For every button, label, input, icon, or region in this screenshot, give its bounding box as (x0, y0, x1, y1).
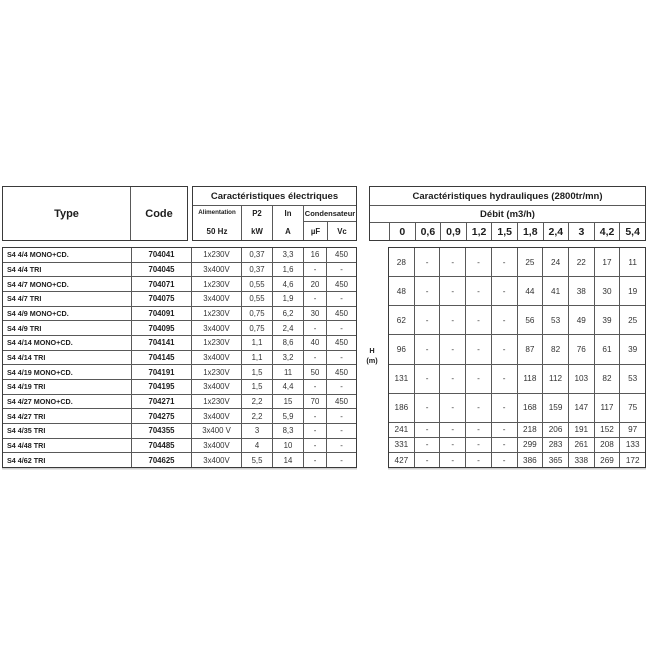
hydraulic-cell: 172 (619, 453, 645, 467)
hydraulic-cell: 75 (619, 394, 645, 422)
table-row (3, 364, 356, 379)
uf-cell: 16 (303, 248, 326, 262)
hydraulic-cell: 25 (517, 248, 543, 276)
p2-cell: 1,5 (241, 365, 272, 379)
type-cell: S4 4/4 MONO+CD. (7, 250, 69, 260)
p2-cell: 5,5 (241, 453, 272, 467)
hydraulic-cell: - (465, 277, 491, 305)
vc-cell: - (326, 321, 356, 335)
hydraulic-cell: 365 (542, 453, 568, 467)
vc-cell: - (326, 424, 356, 438)
uf-cell: - (303, 424, 326, 438)
alimentation-cell: 1x230V (191, 336, 241, 350)
in-header (272, 206, 303, 240)
hydraulic-cell: 62 (396, 315, 406, 325)
hydraulic-cell: 82 (594, 365, 620, 393)
hydraulic-cell: 427 (394, 455, 409, 465)
hydraulic-cell: 168 (517, 394, 543, 422)
hydraulic-cell: 17 (594, 248, 620, 276)
p2-cell: 1,1 (241, 351, 272, 365)
vc-cell: 450 (326, 248, 356, 262)
hydraulic-cell: - (465, 423, 491, 437)
table-row (3, 276, 356, 291)
hydraulic-cell: 48 (396, 286, 406, 296)
p2-unit-label: kW (251, 227, 263, 236)
hydraulic-cell: - (465, 248, 491, 276)
code-cell: 704041 (131, 248, 191, 262)
type-cell: S4 4/4 TRI (7, 265, 42, 274)
h-label: H (369, 346, 375, 355)
hydraulic-cell: 208 (594, 438, 620, 452)
uf-cell: - (303, 409, 326, 423)
type-cell: S4 4/27 TRI (7, 411, 46, 421)
hydraulic-cell: 38 (568, 277, 594, 305)
uf-cell: - (303, 453, 326, 467)
in-cell: 1,6 (272, 263, 303, 277)
type-cell: S4 4/14 TRI (7, 353, 46, 363)
debit-column-header: 1,8 (517, 223, 543, 240)
hydraulic-cell: - (465, 365, 491, 393)
alimentation-label: Alimentation (198, 209, 236, 216)
uf-cell: 30 (303, 307, 326, 321)
hydraulic-body (388, 247, 646, 468)
hydraulic-cell: - (414, 438, 440, 452)
in-cell: 2,4 (272, 321, 303, 335)
type-cell: S4 4/27 MONO+CD. (7, 397, 73, 407)
in-cell: 5,9 (272, 409, 303, 423)
hydraulic-cell: - (491, 423, 517, 437)
alimentation-cell: 3x400V (191, 439, 241, 453)
uf-cell: - (303, 439, 326, 453)
hydraulic-cell: - (439, 277, 465, 305)
hydraulic-cell: - (414, 306, 440, 334)
in-cell: 1,9 (272, 292, 303, 306)
hydraulic-cell: 299 (517, 438, 543, 452)
alimentation-cell: 3x400V (191, 453, 241, 467)
alimentation-cell: 1x230V (191, 365, 241, 379)
hydraulic-cell: 112 (542, 365, 568, 393)
type-cell: S4 4/19 TRI (7, 382, 46, 392)
p2-cell: 0,75 (241, 321, 272, 335)
type-cell: S4 4/19 MONO+CD. (7, 367, 73, 377)
hydraulic-cell: 87 (517, 335, 543, 363)
hydraulic-cell: 103 (568, 365, 594, 393)
type-column-header: Type (3, 187, 131, 240)
debit-column-header: 3 (568, 223, 594, 240)
table-row (3, 408, 356, 423)
type-cell: S4 4/9 TRI (7, 323, 42, 333)
code-cell: 704271 (131, 395, 191, 409)
electrical-subheader (193, 206, 356, 240)
hydraulic-cell: 269 (594, 453, 620, 467)
code-cell: 704195 (131, 380, 191, 394)
p2-cell: 2,2 (241, 395, 272, 409)
in-cell: 3,2 (272, 351, 303, 365)
condensateur-units (304, 222, 356, 240)
uf-cell: - (303, 263, 326, 277)
hydraulic-cell: - (414, 453, 440, 467)
hydraulic-cell: 152 (594, 423, 620, 437)
hydraulic-cell: 22 (568, 248, 594, 276)
in-unit-label: A (285, 227, 291, 236)
hydraulic-title: Caractéristiques hydrauliques (2800tr/mn) (370, 187, 645, 206)
hydraulic-cell: - (439, 335, 465, 363)
vc-cell: 450 (326, 336, 356, 350)
header-hydraulic (369, 186, 646, 241)
hydraulic-cell: - (414, 277, 440, 305)
hydraulic-cell: - (465, 394, 491, 422)
code-cell: 704191 (131, 365, 191, 379)
table-row (3, 452, 356, 467)
hydraulic-cell: 25 (619, 306, 645, 334)
alimentation-cell: 3x400V (191, 380, 241, 394)
code-cell: 704095 (131, 321, 191, 335)
debit-label: Débit (m3/h) (370, 206, 645, 223)
hydraulic-cell: 159 (542, 394, 568, 422)
debit-column-header: 1,5 (491, 223, 517, 240)
alimentation-cell: 3x400V (191, 409, 241, 423)
hydraulic-cell: 61 (594, 335, 620, 363)
hydraulic-cell: - (491, 438, 517, 452)
table-row (3, 306, 356, 321)
hydraulic-cell: 218 (517, 423, 543, 437)
hydraulic-cell: 206 (542, 423, 568, 437)
p2-cell: 4 (241, 439, 272, 453)
code-cell: 704071 (131, 277, 191, 291)
hydraulic-group (389, 422, 645, 437)
hydraulic-cell: 19 (619, 277, 645, 305)
vc-cell: 450 (326, 307, 356, 321)
hydraulic-group (389, 305, 645, 334)
code-cell: 704045 (131, 263, 191, 277)
alimentation-cell: 1x230V (191, 307, 241, 321)
hydraulic-cell: - (439, 453, 465, 467)
uf-cell: 20 (303, 277, 326, 291)
hydraulic-cell: - (439, 438, 465, 452)
hydraulic-cell: 147 (568, 394, 594, 422)
type-cell: S4 4/62 TRI (7, 455, 46, 465)
hydraulic-cell: - (439, 306, 465, 334)
uf-cell: 70 (303, 395, 326, 409)
uf-cell: - (303, 292, 326, 306)
hydraulic-cell: - (439, 248, 465, 276)
vc-cell: - (326, 380, 356, 394)
hydraulic-cell: 53 (542, 306, 568, 334)
hydraulic-cell: - (491, 453, 517, 467)
hydraulic-cell: 283 (542, 438, 568, 452)
vc-cell: - (326, 439, 356, 453)
hydraulic-cell: - (414, 423, 440, 437)
debit-column-header: 1,2 (466, 223, 492, 240)
p2-cell: 0,55 (241, 292, 272, 306)
hydraulic-group (389, 393, 645, 422)
hydraulic-group (389, 452, 645, 467)
frequency-label: 50 Hz (206, 227, 228, 236)
type-cell: S4 4/35 TRI (7, 426, 46, 436)
hydraulic-cell: 118 (517, 365, 543, 393)
code-cell: 704275 (131, 409, 191, 423)
header-type-code (2, 186, 188, 241)
code-cell: 704145 (131, 351, 191, 365)
hydraulic-cell: - (491, 365, 517, 393)
p2-cell: 1,1 (241, 336, 272, 350)
hydraulic-group (389, 364, 645, 393)
vc-cell: - (326, 453, 356, 467)
debit-columns-spacer (370, 223, 389, 240)
hydraulic-group (389, 334, 645, 363)
hydraulic-cell: 241 (394, 425, 409, 435)
in-cell: 14 (272, 453, 303, 467)
debit-columns-row (370, 223, 645, 240)
in-cell: 3,3 (272, 248, 303, 262)
hydraulic-group (389, 276, 645, 305)
code-cell: 704075 (131, 292, 191, 306)
hydraulic-cell: 96 (396, 344, 406, 354)
vc-cell: 450 (326, 365, 356, 379)
h-m-label (357, 346, 387, 366)
uf-cell: 40 (303, 336, 326, 350)
vc-cell: - (326, 292, 356, 306)
in-cell: 11 (272, 365, 303, 379)
alimentation-cell: 1x230V (191, 248, 241, 262)
alimentation-cell: 1x230V (191, 395, 241, 409)
in-cell: 15 (272, 395, 303, 409)
hydraulic-cell: - (491, 277, 517, 305)
hydraulic-cell: 28 (396, 257, 406, 267)
hydraulic-cell: - (465, 335, 491, 363)
uf-cell: 50 (303, 365, 326, 379)
table-row (3, 291, 356, 306)
vc-cell: 450 (326, 277, 356, 291)
hydraulic-cell: - (491, 248, 517, 276)
hydraulic-cell: 44 (517, 277, 543, 305)
type-cell: S4 4/7 TRI (7, 294, 42, 304)
hydraulic-cell: - (465, 438, 491, 452)
p2-cell: 0,37 (241, 248, 272, 262)
in-cell: 6,2 (272, 307, 303, 321)
hydraulic-cell: 41 (542, 277, 568, 305)
alimentation-header (193, 206, 241, 240)
vc-cell: - (326, 263, 356, 277)
vc-cell: - (326, 351, 356, 365)
hydraulic-cell: - (465, 306, 491, 334)
in-label: In (284, 209, 292, 218)
table-row (3, 379, 356, 394)
hydraulic-cell: 261 (568, 438, 594, 452)
code-cell: 704355 (131, 424, 191, 438)
debit-column-header: 4,2 (594, 223, 620, 240)
hydraulic-cell: 133 (619, 438, 645, 452)
alimentation-cell: 3x400V (191, 292, 241, 306)
table-row (3, 350, 356, 365)
hydraulic-cell: 131 (394, 374, 409, 384)
hydraulic-cell: 97 (619, 423, 645, 437)
uf-cell: - (303, 380, 326, 394)
table-row (3, 423, 356, 438)
debit-column-header: 0,9 (440, 223, 466, 240)
hydraulic-cell: - (491, 306, 517, 334)
hydraulic-cell: 76 (568, 335, 594, 363)
table-row (3, 335, 356, 350)
hydraulic-cell: - (414, 248, 440, 276)
hydraulic-group (389, 437, 645, 452)
hydraulic-cell: - (439, 365, 465, 393)
code-cell: 704625 (131, 453, 191, 467)
hydraulic-cell: 56 (517, 306, 543, 334)
code-cell: 704141 (131, 336, 191, 350)
hydraulic-cell: 386 (517, 453, 543, 467)
code-cell: 704091 (131, 307, 191, 321)
debit-column-header: 0 (389, 223, 415, 240)
hydraulic-cell: 331 (394, 440, 409, 450)
p2-cell: 3 (241, 424, 272, 438)
alimentation-cell: 3x400V (191, 263, 241, 277)
hydraulic-cell: - (491, 335, 517, 363)
hydraulic-cell: 49 (568, 306, 594, 334)
condensateur-header (303, 206, 356, 240)
type-cell: S4 4/48 TRI (7, 441, 46, 451)
hydraulic-group (389, 248, 645, 276)
hydraulic-cell: 39 (619, 335, 645, 363)
hydraulic-cell: - (414, 335, 440, 363)
table-row (3, 262, 356, 277)
code-cell: 704485 (131, 439, 191, 453)
uf-cell: - (303, 351, 326, 365)
hydraulic-cell: 30 (594, 277, 620, 305)
in-cell: 8,3 (272, 424, 303, 438)
vc-label: Vc (337, 226, 347, 236)
debit-column-header: 0,6 (415, 223, 441, 240)
vc-cell: 450 (326, 395, 356, 409)
hydraulic-cell: 24 (542, 248, 568, 276)
hydraulic-cell: - (414, 365, 440, 393)
alimentation-cell: 3x400V (191, 321, 241, 335)
hydraulic-cell: 11 (619, 248, 645, 276)
type-cell: S4 4/9 MONO+CD. (7, 309, 69, 319)
hydraulic-cell: - (439, 394, 465, 422)
electrical-body (2, 247, 357, 468)
p2-label: P2 (252, 209, 262, 218)
hydraulic-cell: - (491, 394, 517, 422)
uf-cell: - (303, 321, 326, 335)
in-cell: 4,4 (272, 380, 303, 394)
type-cell: S4 4/7 MONO+CD. (7, 279, 69, 289)
code-column-header: Code (145, 207, 173, 220)
hydraulic-cell: 338 (568, 453, 594, 467)
table-row (3, 438, 356, 453)
type-cell: S4 4/14 MONO+CD. (7, 338, 73, 348)
alimentation-cell: 3x400 V (191, 424, 241, 438)
alimentation-cell: 1x230V (191, 277, 241, 291)
hydraulic-cell: 39 (594, 306, 620, 334)
hydraulic-cell: - (465, 453, 491, 467)
hydraulic-cell: - (414, 394, 440, 422)
p2-header (241, 206, 272, 240)
debit-column-header: 2,4 (543, 223, 569, 240)
in-cell: 10 (272, 439, 303, 453)
hydraulic-cell: 191 (568, 423, 594, 437)
p2-cell: 0,37 (241, 263, 272, 277)
table-row (3, 394, 356, 409)
condensateur-label: Condensateur (304, 206, 356, 222)
debit-column-header: 5,4 (619, 223, 645, 240)
p2-cell: 1,5 (241, 380, 272, 394)
header-electrical (192, 186, 357, 241)
hydraulic-cell: - (439, 423, 465, 437)
table-row (3, 320, 356, 335)
hydraulic-cell: 53 (619, 365, 645, 393)
in-cell: 8,6 (272, 336, 303, 350)
table-row (3, 248, 356, 262)
uf-label: µF (304, 222, 328, 240)
alimentation-cell: 3x400V (191, 351, 241, 365)
p2-cell: 2,2 (241, 409, 272, 423)
hydraulic-cell: 117 (594, 394, 620, 422)
h-unit-label: (m) (366, 355, 378, 365)
vc-cell: - (326, 409, 356, 423)
in-cell: 4,6 (272, 277, 303, 291)
electrical-title: Caractéristiques électriques (193, 187, 356, 206)
hydraulic-cell: 82 (542, 335, 568, 363)
hydraulic-cell: 186 (394, 403, 409, 413)
p2-cell: 0,75 (241, 307, 272, 321)
p2-cell: 0,55 (241, 277, 272, 291)
